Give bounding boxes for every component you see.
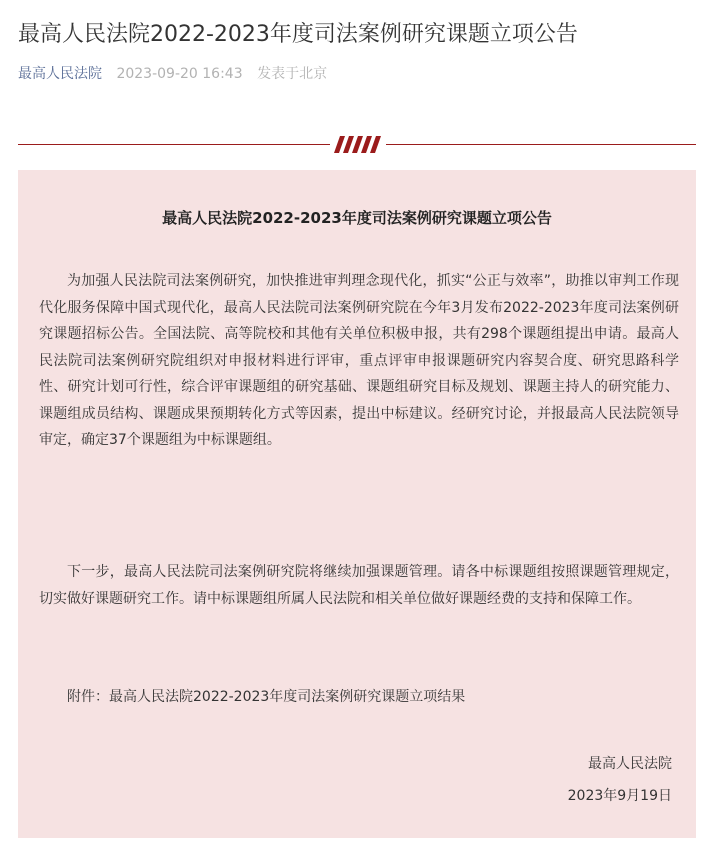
publish-time: 2023-09-20 16:43 [116, 66, 243, 82]
notice-attachment: 附件：最高人民法院2022-2023年度司法案例研究课题立项结果 [67, 689, 466, 705]
notice-title: 最高人民法院2022-2023年度司法案例研究课题立项公告 [162, 209, 552, 227]
notice-paragraph-1: 为加强人民法院司法案例研究，加快推进审判理念现代化，抓实“公正与效率”，助推以审判工作现代化服务保障中国式现代化，最高人民法院司法案例研究院在今年3月发布2022-2023年度司法案例研究课题招标公告。全国法院、高等院校和其他有关单位积极申报，共有298个课题组提出申请。最高人民法院司法案例研究院组织对申报材料进行评审，重点评审申报课题研究内容契合度、研究思路科学性、研究计划可行性，综合评审课题组的研究基础、课题组研究目标及规划、课题主持人的研究能力、课题组成员结构、课题成果预期转化方式等因素，提出中标建议。经研究讨论，并报最高人民法院领导审定，确定37个课题组为中标课题组。 [39, 273, 679, 448]
notice-date: 2023年9月19日 [567, 788, 672, 804]
divider-line-right [386, 144, 696, 145]
article-title: 最高人民法院2022-2023年度司法案例研究课题立项公告 [18, 22, 578, 47]
stripes-icon [334, 136, 382, 153]
signer-name: 最高人民法院 [588, 756, 672, 772]
divider-line-left [18, 144, 330, 145]
notice-card [18, 170, 696, 838]
notice-paragraph-2: 下一步，最高人民法院司法案例研究院将继续加强课题管理。请各中标课题组按照课题管理规定，切实做好课题研究工作。请中标课题组所属人民法院和相关单位做好课题经费的支持和保障工作。 [39, 564, 679, 607]
notice-signature [568, 751, 672, 815]
decorative-divider [18, 134, 696, 156]
publish-location: 发表于北京 [257, 66, 328, 82]
author-link[interactable]: 最高人民法院 [18, 66, 102, 82]
article-meta [18, 63, 327, 85]
